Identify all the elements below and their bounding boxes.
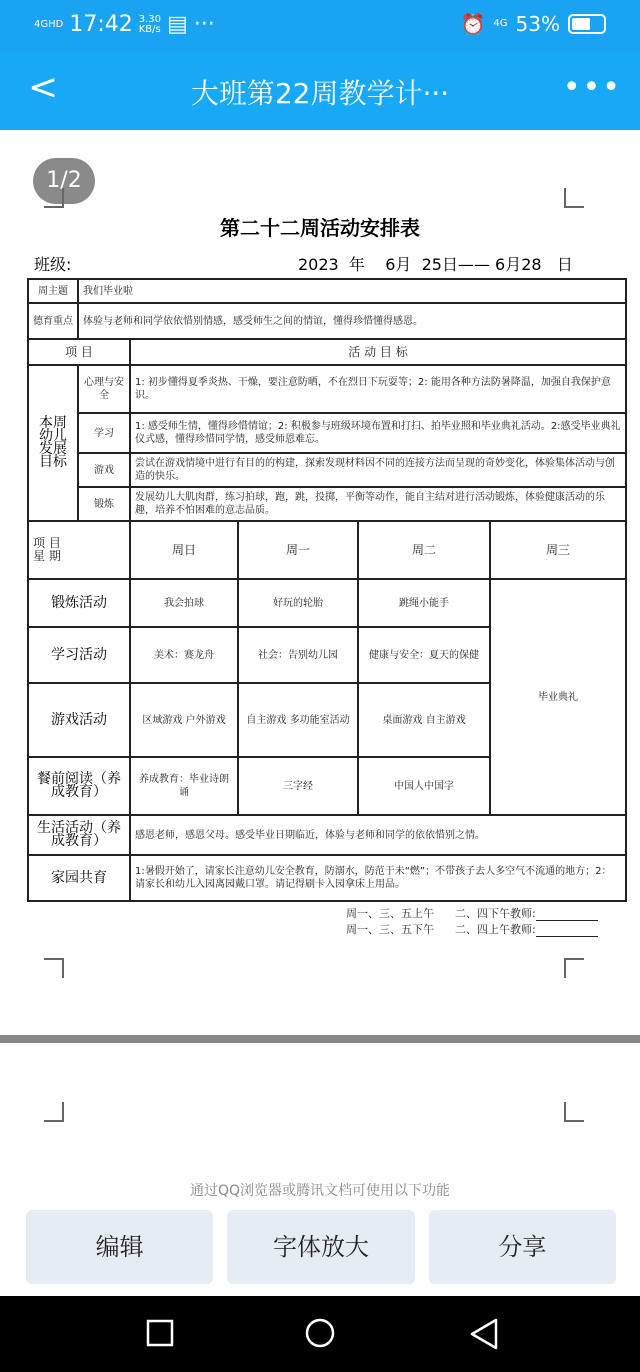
action-bar <box>26 1210 616 1284</box>
table-cell: 自主游戏 多功能室活动 <box>238 683 358 757</box>
table-cell: 三字经 <box>238 757 358 815</box>
goal-category: 游戏 <box>78 453 130 487</box>
goal-text: 1: 感受师生情，懂得珍惜情谊；2: 积极参与班级环境布置和打扫、拍毕业照和毕业典礼活动。2:感受毕业典礼仪式感，懂得珍惜同学情，感受师恩难忘。 <box>130 413 626 453</box>
battery-percent: 53% <box>515 12 560 36</box>
net-speed <box>139 15 161 35</box>
recent-apps-icon[interactable] <box>145 1318 175 1348</box>
table-cell: 跳绳小能手 <box>358 579 490 627</box>
feature-hint: 通过QQ浏览器或腾讯文档可使用以下功能 <box>189 1183 451 1199</box>
day-header: 周二 <box>358 521 490 579</box>
table-cell: 健康与安全：夏天的保健 <box>358 627 490 683</box>
moral-value: 体验与老师和同学依依惜别情感，感受师生之间的情谊，懂得珍惜懂得感恩。 <box>78 303 626 339</box>
page-title: 大班第22周教学计··· <box>190 77 450 110</box>
signature-text: 周一、三、五下午 二、四上午教师: <box>346 923 536 936</box>
table-cell: 我会拍球 <box>130 579 238 627</box>
net-speed-unit: KB/s <box>138 23 161 35</box>
document-title: 第二十二周活动安排表 <box>220 216 420 240</box>
theme-value: 我们毕业啦 <box>78 279 626 303</box>
table-cell: 中国人中国字 <box>358 757 490 815</box>
alarm-icon: ⏰ <box>460 12 486 36</box>
crop-mark-icon <box>44 958 64 978</box>
table-cell: 社会：告别幼儿园 <box>238 627 358 683</box>
battery-icon <box>568 14 606 34</box>
schedule-table <box>27 278 627 902</box>
table-cell: 桌面游戏 自主游戏 <box>358 683 490 757</box>
crop-mark-icon <box>44 188 64 208</box>
item-label: 项 目 <box>33 536 61 550</box>
share-button[interactable]: 分享 <box>429 1210 616 1284</box>
goal-category: 锻炼 <box>78 487 130 521</box>
back-nav-icon[interactable] <box>468 1318 502 1352</box>
row-label: 餐前阅读（养成教育） <box>28 757 130 815</box>
clock: 17:42 <box>69 12 133 37</box>
table-cell: 养成教育：毕业诗朗诵 <box>130 757 238 815</box>
goal-text: 发展幼儿大肌肉群，练习拍球，跑，跳，投掷，平衡等动作，能自主结对进行活动锻炼，体验健康活动的乐趣，培养不怕困难的意志品质。 <box>130 487 626 521</box>
day-header: 周日 <box>130 521 238 579</box>
goal-category: 学习 <box>78 413 130 453</box>
crop-mark-icon <box>564 188 584 208</box>
goal-text: 1: 初步懂得夏季炎热、干燥，要注意防晒，不在烈日下玩耍等；2: 能用各种方法防暑降温，加强自我保护意识。 <box>130 365 626 413</box>
table-cell: 好玩的轮胎 <box>238 579 358 627</box>
back-icon: < <box>28 67 59 108</box>
week-header-label <box>28 521 130 579</box>
life-label: 生活活动（养成教育） <box>28 815 130 855</box>
goal-header: 活 动 目 标 <box>130 339 626 365</box>
enlarge-font-button[interactable]: 字体放大 <box>227 1210 414 1284</box>
week-label: 星 期 <box>33 549 61 563</box>
signal-4g: 4G <box>493 18 508 29</box>
page-indicator: 1/2 <box>33 158 95 204</box>
signature-line-2 <box>346 921 598 937</box>
goal-category: 心理与安全 <box>78 365 130 413</box>
day-header: 周三 <box>490 521 626 579</box>
home-value: 1:暑假开始了，请家长注意幼儿安全教育，防溺水，防范于未“燃”；不带孩子去人多空气不流通的地方；2：请家长和幼儿入园离园戴口罩。请记得刷卡入园拿床上用品。 <box>130 855 626 901</box>
notification-icon: ▤ <box>167 12 188 37</box>
edit-button[interactable]: 编辑 <box>26 1210 213 1284</box>
goal-text: 尝试在游戏情境中进行有目的的构建，探索发现材料因不同的连接方法而呈现的奇妙变化，体验集体活动与创造的快乐。 <box>130 453 626 487</box>
status-bar <box>0 0 640 52</box>
table-cell: 区域游戏 户外游戏 <box>130 683 238 757</box>
table-cell: 美术：赛龙舟 <box>130 627 238 683</box>
more-notifications: ··· <box>193 12 215 37</box>
life-value: 感恩老师，感恩父母。感受毕业日期临近，体验与老师和同学的依依惜别之情。 <box>130 815 626 855</box>
theme-label: 周主题 <box>28 279 78 303</box>
home-icon[interactable] <box>303 1318 337 1352</box>
system-nav-bar <box>0 1296 640 1372</box>
home-label: 家园共育 <box>28 855 130 901</box>
day-header: 周一 <box>238 521 358 579</box>
title-bar <box>0 52 640 130</box>
signature-text: 周一、三、五上午 二、四下午教师: <box>346 907 536 920</box>
crop-mark-icon <box>564 1102 584 1122</box>
crop-mark-icon <box>564 958 584 978</box>
dev-goal-label: 本周幼儿发展目标 <box>28 365 78 521</box>
net-speed-value: 3.30 <box>138 13 162 25</box>
page-divider <box>0 1035 640 1043</box>
crop-mark-icon <box>44 1102 64 1122</box>
row-label: 游戏活动 <box>28 683 130 757</box>
moral-label: 德育重点 <box>28 303 78 339</box>
more-menu-button[interactable]: ••• <box>562 70 622 105</box>
wednesday-cell: 毕业典礼 <box>490 579 626 815</box>
date-range: 2023 年 6月 25日—— 6月28 日 <box>298 255 573 274</box>
class-label: 班级: <box>34 255 72 274</box>
signature-line-1 <box>346 905 598 921</box>
network-indicator: 4GHD <box>34 18 64 30</box>
row-label: 锻炼活动 <box>28 579 130 627</box>
row-label: 学习活动 <box>28 627 130 683</box>
item-label: 项 目 <box>28 339 130 365</box>
